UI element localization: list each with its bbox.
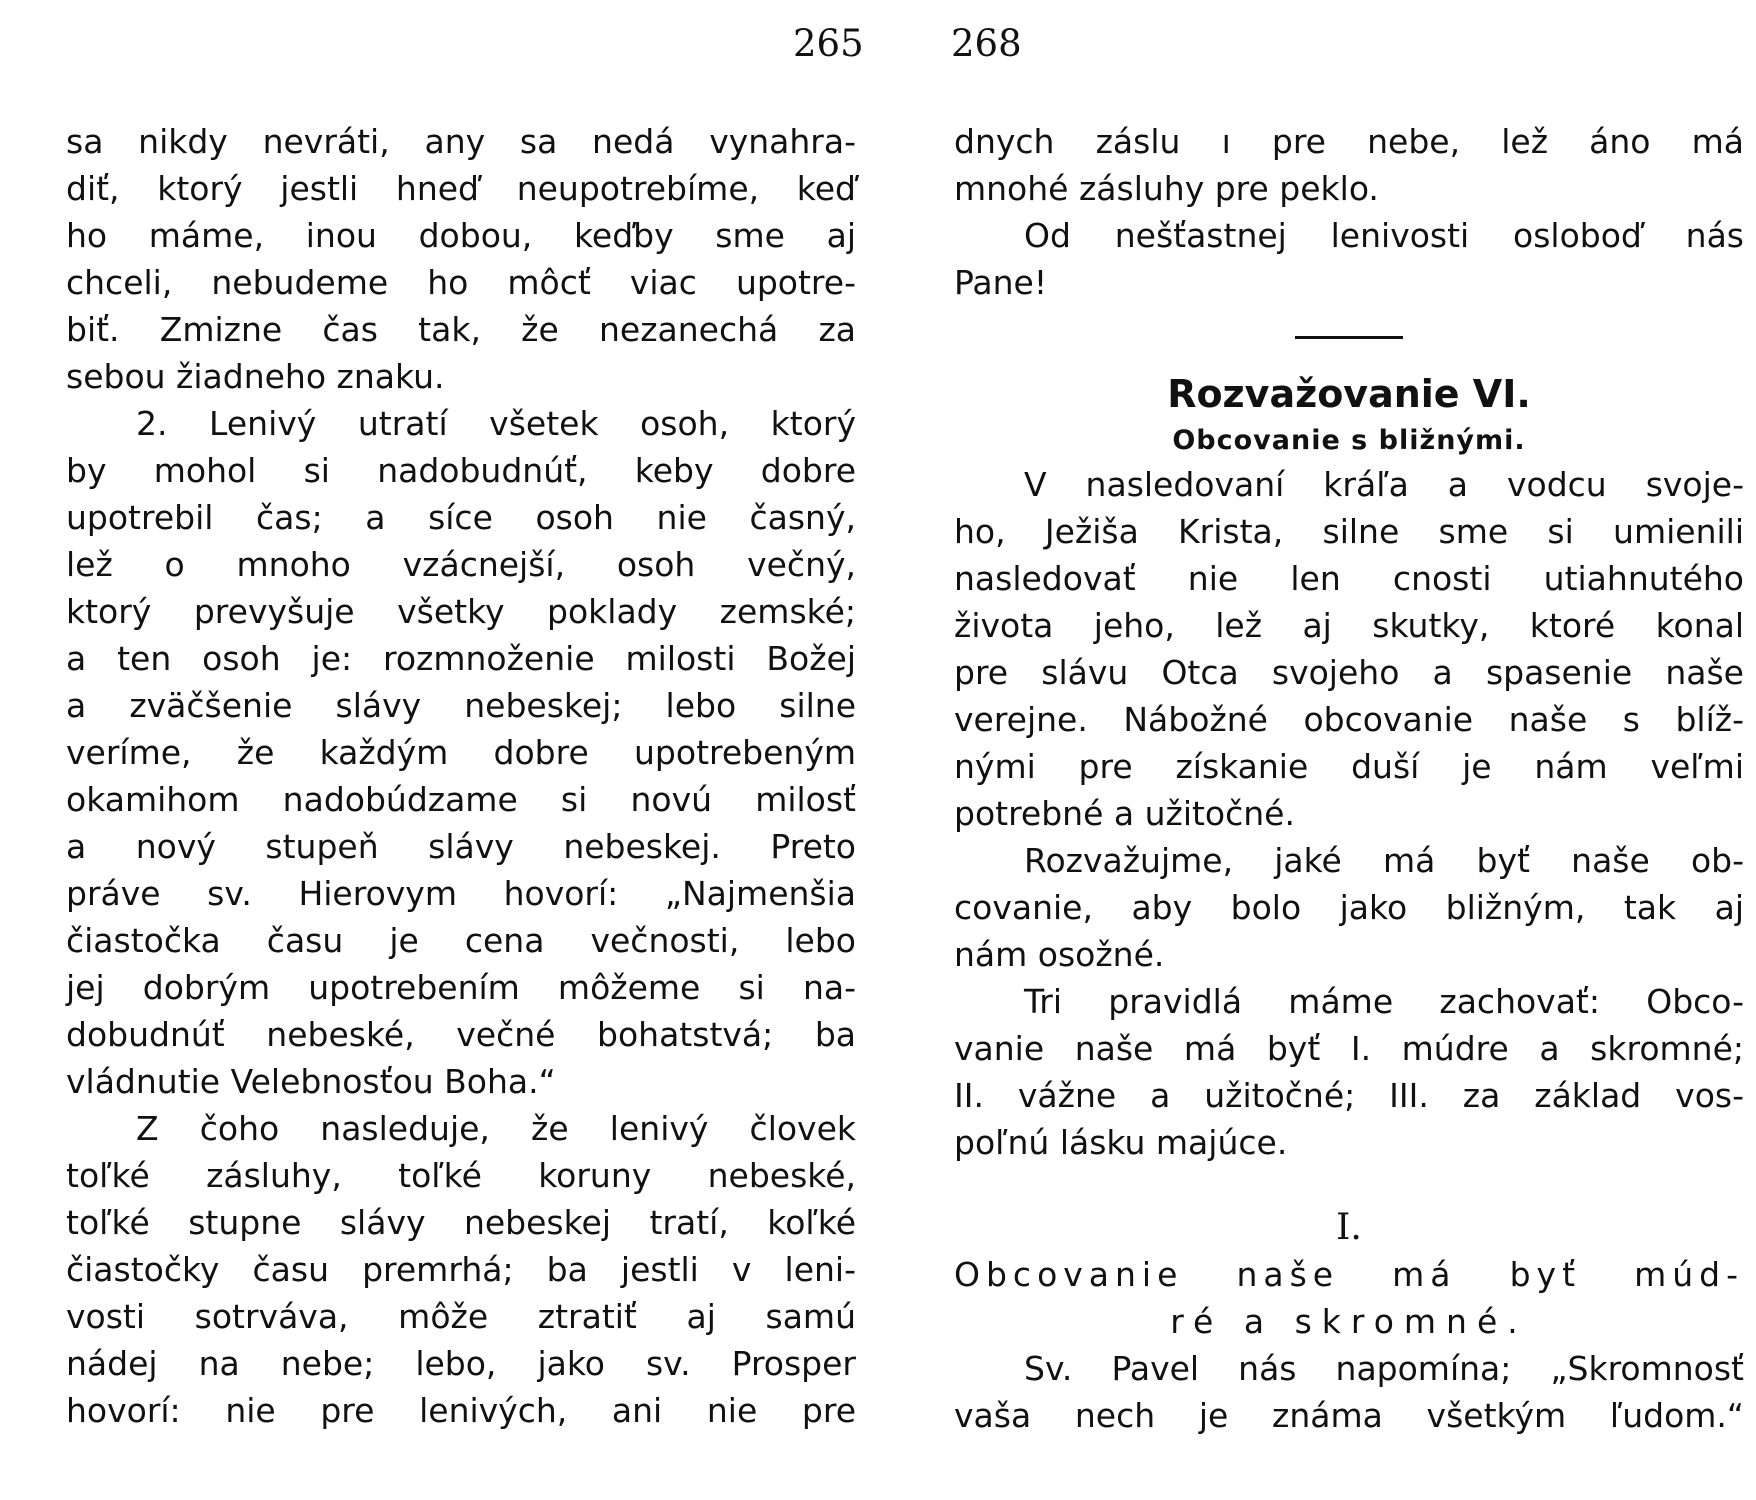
text-line: vosti sotrváva, môže ztratiť aj samú: [66, 1297, 856, 1336]
text-line: sebou žiadneho znaku.: [66, 357, 445, 396]
section-title-line: ré a skromné.: [1170, 1302, 1528, 1341]
text-line: dnych záslu ı pre nebe, lež áno má: [954, 122, 1744, 161]
text-line: a nový stupeň slávy nebeskej. Preto: [66, 827, 856, 866]
text-line: by mohol si nadobudnúť, keby dobre: [66, 451, 856, 490]
text-line: mnohé zásluhy pre peklo.: [954, 169, 1379, 208]
text-line: ho máme, inou dobou, keďby sme aj: [66, 216, 856, 255]
section-title-line: Obcovanie naše má byť múd-: [954, 1255, 1744, 1294]
left-text-column: [66, 118, 856, 1434]
text-line: biť. Zmizne čas tak, že nezanechá za: [66, 310, 856, 349]
text-line: čiastočka času je cena večnosti, lebo: [66, 921, 856, 960]
text-line: potrebné a užitočné.: [954, 794, 1295, 833]
page-number-left: 265: [793, 22, 864, 65]
text-line: toľké zásluhy, toľké koruny nebeské,: [66, 1156, 856, 1195]
text-line: pre slávu Otca svojeho a spasenie naše: [954, 653, 1744, 692]
text-line: sa nikdy nevráti, any sa nedá vynahra-: [66, 122, 856, 161]
text-line: nasledovať nie len cnosti utiahnutého: [954, 559, 1744, 598]
text-line: Sv. Pavel nás napomína; „Skromnosť: [1024, 1349, 1744, 1388]
section-number: I.: [1336, 1207, 1362, 1248]
text-line: dobudnúť nebeské, večné bohatstvá; ba: [66, 1015, 856, 1054]
text-line: vaša nech je známa všetkým ľudom.“: [954, 1396, 1744, 1435]
text-line: covanie, aby bolo jako bližným, tak aj: [954, 888, 1744, 927]
right-page: [878, 0, 1756, 1500]
text-line: okamihom nadobúdzame si novú milosť: [66, 780, 856, 819]
text-line: života jeho, lež aj skutky, ktoré konal: [954, 606, 1744, 645]
chapter-heading: Rozvažovanie VI.: [1167, 372, 1531, 416]
text-line: nými pre získanie duší je nám veľmi: [954, 747, 1744, 786]
text-line: Pane!: [954, 263, 1048, 302]
text-line: ktorý prevyšuje všetky poklady zemské;: [66, 592, 856, 631]
text-line: čiastočky času premrhá; ba jestli v leni-: [66, 1250, 856, 1289]
section-divider: [1295, 336, 1403, 339]
text-line: nám osožné.: [954, 935, 1165, 974]
text-line: veríme, že každým dobre upotrebeným: [66, 733, 856, 772]
page-number-right: 268: [951, 22, 1022, 65]
text-line: vládnutie Velebnosťou Boha.“: [66, 1062, 556, 1101]
text-line: II. vážne a užitočné; III. za základ vos-: [954, 1076, 1744, 1115]
text-line: Z čoho nasleduje, že lenivý človek: [136, 1109, 856, 1148]
text-line: verejne. Nábožné obcovanie naše s blíž-: [954, 700, 1744, 739]
text-line: a ten osoh je: rozmnoženie milosti Božej: [66, 639, 856, 678]
text-line: jej dobrým upotrebením môžeme si na-: [66, 968, 856, 1007]
text-line: poľnú lásku majúce.: [954, 1123, 1288, 1162]
text-line: práve sv. Hierovym hovorí: „Najmenšia: [66, 874, 856, 913]
text-line: vanie naše má byť I. múdre a skromné;: [954, 1029, 1744, 1068]
text-line: Rozvažujme, jaké má byť naše ob-: [1024, 841, 1744, 880]
text-line: Od nešťastnej lenivosti osloboď nás: [1024, 216, 1744, 255]
text-line: hovorí: nie pre lenivých, ani nie pre: [66, 1391, 856, 1430]
text-line: upotrebil čas; a síce osoh nie časný,: [66, 498, 856, 537]
text-line: chceli, nebudeme ho môcť viac upotre-: [66, 263, 856, 302]
text-line: nádej na nebe; lebo, jako sv. Prosper: [66, 1344, 856, 1383]
text-line: V nasledovaní kráľa a vodcu svoje-: [1024, 465, 1744, 504]
text-line: lež o mnoho vzácnejší, osoh večný,: [66, 545, 856, 584]
text-line: diť, ktorý jestli hneď neupotrebíme, keď: [66, 169, 856, 208]
chapter-subheading: Obcovanie s bližnými.: [1172, 425, 1526, 456]
text-line: toľké stupne slávy nebeskej tratí, koľké: [66, 1203, 856, 1242]
text-line: 2. Lenivý utratí všetek osoh, ktorý: [136, 404, 856, 443]
text-line: a zväčšenie slávy nebeskej; lebo silne: [66, 686, 856, 725]
text-line: Tri pravidlá máme zachovať: Obco-: [1024, 982, 1744, 1021]
right-text-column: [954, 118, 1744, 1439]
text-line: ho, Ježiša Krista, silne sme si umienili: [954, 512, 1744, 551]
